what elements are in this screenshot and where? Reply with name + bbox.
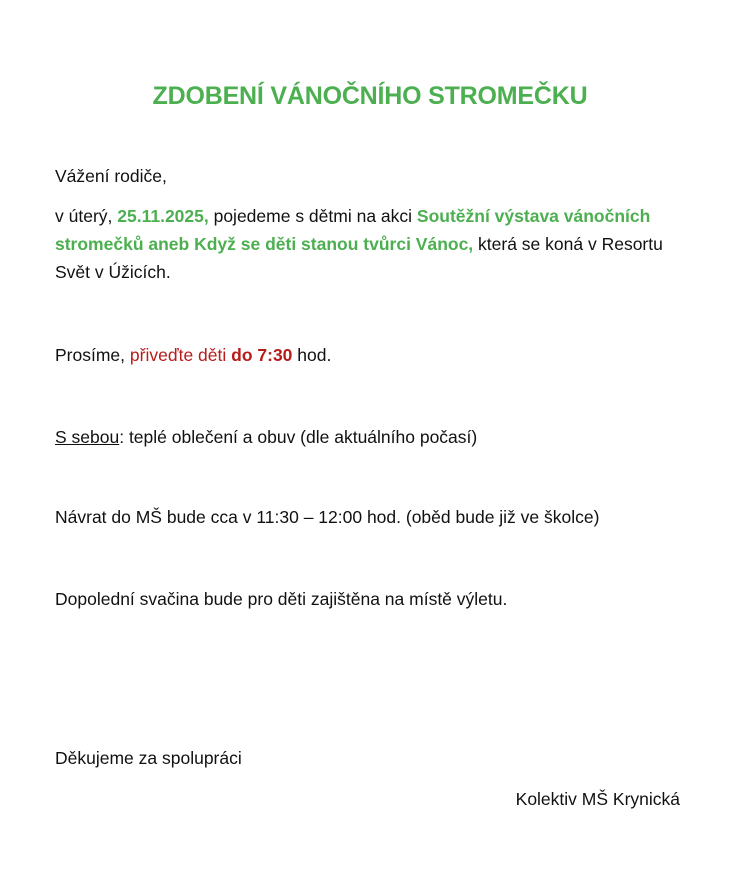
return-info: Návrat do MŠ bude cca v 11:30 – 12:00 hod. (oběd bude již ve školce) (55, 507, 600, 527)
page-title: ZDOBENÍ VÁNOČNÍHO STROMEČKU (152, 82, 588, 110)
event-date: 25.11.2025, (117, 206, 209, 226)
thanks: Děkujeme za spolupráci (55, 748, 242, 768)
request-paragraph (55, 341, 685, 369)
bring-text: : teplé oblečení a obuv (dle aktuálního počasí) (119, 427, 478, 447)
bring-paragraph (55, 423, 685, 451)
intro-text-1: v úterý, (55, 206, 118, 226)
event-name: Soutěžní výstava vánočních stromečků aneb Když se děti stanou tvůrci Vánoc, (55, 206, 651, 254)
intro-text-2: pojedeme s dětmi na akci (208, 206, 417, 226)
request-action: přiveďte děti (129, 345, 227, 365)
snack-info: Dopolední svačina bude pro děti zajištěna na místě výletu. (55, 589, 508, 609)
request-suffix: hod. (292, 345, 332, 365)
signature: Kolektiv MŠ Krynická (515, 789, 680, 809)
intro-text-3: která se koná v Resortu Svět v Úžicích. (55, 234, 663, 282)
bring-label: S sebou (55, 427, 120, 447)
greeting: Vážení rodiče, (55, 166, 167, 186)
arrival-time: do 7:30 (231, 345, 293, 365)
request-prefix: Prosíme, (55, 345, 130, 365)
intro-paragraph (55, 202, 685, 286)
